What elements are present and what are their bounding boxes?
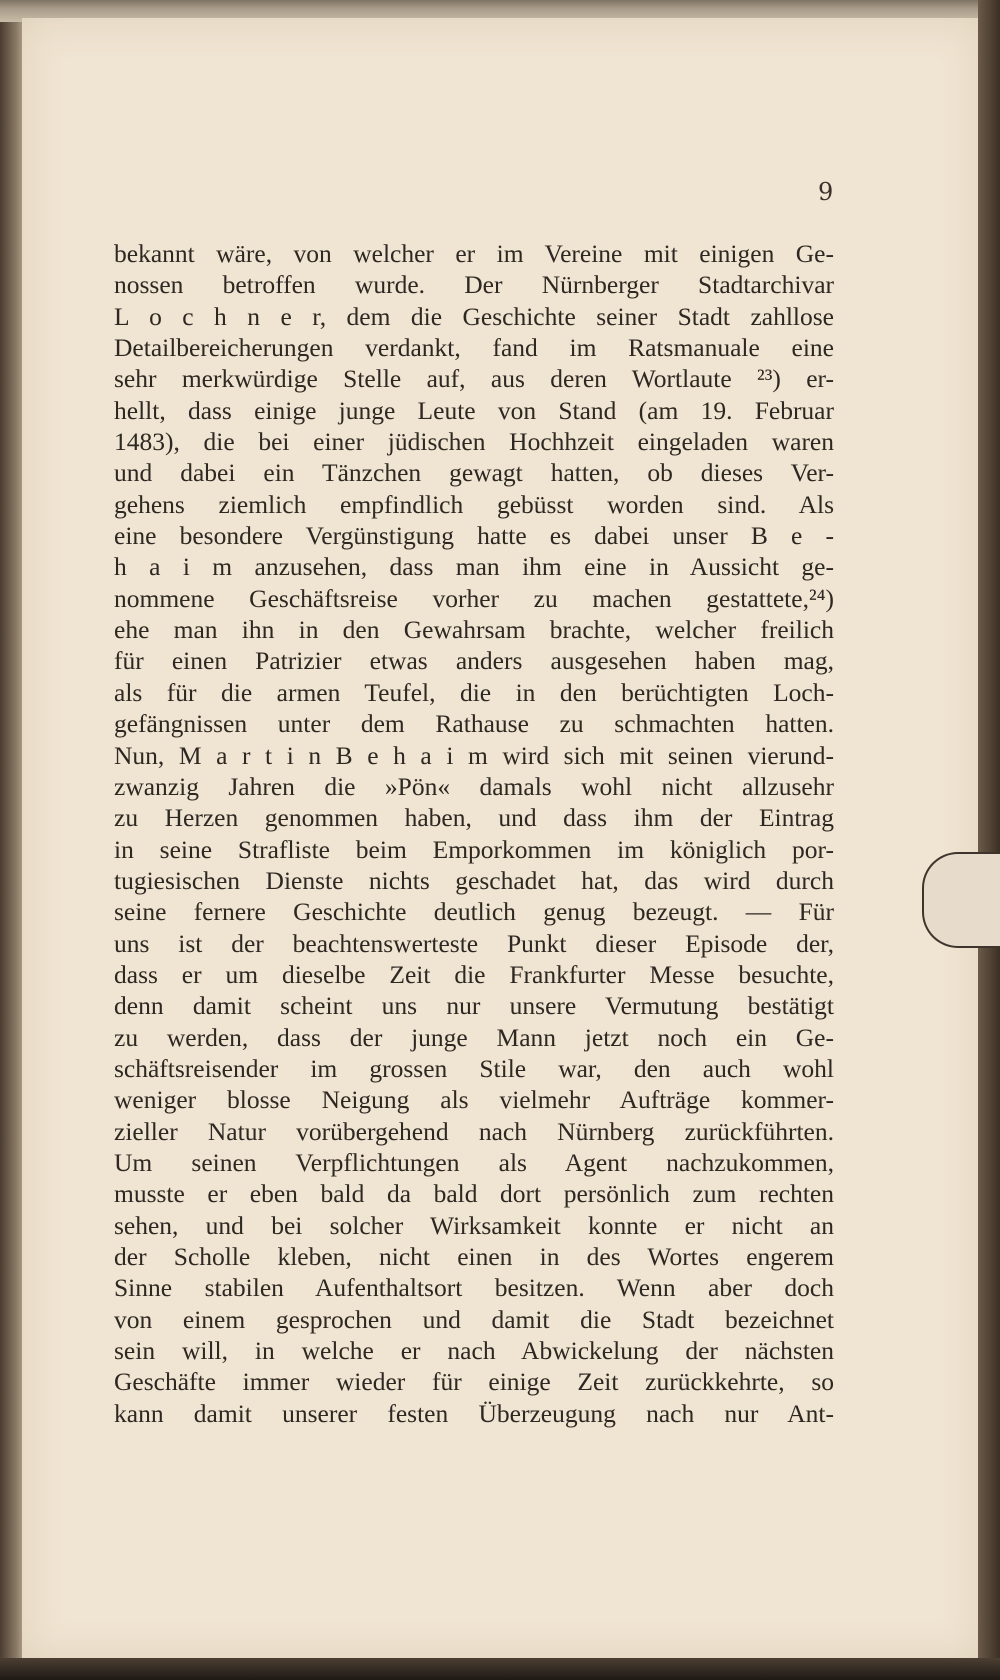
text-line: zieller Natur vorübergehend nach Nürnberg zurückführten. — [114, 1116, 834, 1146]
page-number: 9 — [818, 178, 834, 206]
text-line: L o c h n e r, dem die Geschichte seiner Stadt zahllose — [114, 301, 834, 331]
text-line: zu werden, dass der junge Mann jetzt noch ein Ge- — [114, 1022, 834, 1052]
text-line: von einem gesprochen und damit die Stadt bezeichnet — [114, 1304, 834, 1334]
text-line: zu Herzen genommen haben, und dass ihm der Eintrag — [114, 803, 834, 833]
text-line: Sinne stabilen Aufenthaltsort besitzen. Wenn aber doch — [114, 1273, 834, 1303]
text-line: kann damit unserer festen Überzeugung nach nur Ant- — [114, 1398, 834, 1428]
text-line: sehen, und bei solcher Wirksamkeit konnte er nicht an — [114, 1210, 834, 1240]
text-line: nossen betroffen wurde. Der Nürnberger Stadtarchivar — [114, 270, 834, 300]
text-line: gefängnissen unter dem Rathause zu schmachten hatten. — [114, 709, 834, 739]
text-line: dass er um dieselbe Zeit die Frankfurter Messe besuchte, — [114, 959, 834, 989]
text-line: eine besondere Vergünstigung hatte es dabei unser B e - — [114, 521, 834, 551]
text-line: tugiesischen Dienste nichts geschadet hat, das wird durch — [114, 865, 834, 895]
text-line: denn damit scheint uns nur unsere Vermutung bestätigt — [114, 991, 834, 1021]
text-line: 1483), die bei einer jüdischen Hochhzeit eingeladen waren — [114, 427, 834, 457]
text-line: hellt, dass einige junge Leute von Stand (am 19. Februar — [114, 395, 834, 425]
text-line: h a i m anzusehen, dass man ihm eine in Aussicht ge- — [114, 552, 834, 582]
text-line: uns ist der beachtenswerteste Punkt dieser Episode der, — [114, 928, 834, 958]
body-text — [114, 238, 834, 1429]
text-line: ehe man ihn in den Gewahrsam brachte, welcher freilich — [114, 615, 834, 645]
text-line: Geschäfte immer wieder für einige Zeit zurückkehrte, so — [114, 1367, 834, 1397]
text-line: nommene Geschäftsreise vorher zu machen gestattete,²⁴) — [114, 583, 834, 613]
text-line: sein will, in welche er nach Abwickelung der nächsten — [114, 1336, 834, 1366]
book-right-edge — [978, 0, 1000, 1680]
book-bottom-edge — [0, 1658, 1000, 1680]
text-line: Nun, M a r t i n B e h a i m wird sich mit seinen vierund- — [114, 740, 834, 770]
text-line: seine fernere Geschichte deutlich genug bezeugt. — Für — [114, 897, 834, 927]
text-line: sehr merkwürdige Stelle auf, aus deren Wortlaute ²³) er- — [114, 364, 834, 394]
text-line: musste er eben bald da bald dort persönlich zum rechten — [114, 1179, 834, 1209]
text-line: zwanzig Jahren die »Pön« damals wohl nicht allzusehr — [114, 771, 834, 801]
text-line: bekannt wäre, von welcher er im Vereine mit einigen Ge- — [114, 239, 834, 268]
text-line: der Scholle kleben, nicht einen in des Wortes engerem — [114, 1242, 834, 1271]
page-tab-marker — [922, 852, 1000, 948]
text-line: für einen Patrizier etwas anders ausgesehen haben mag, — [114, 646, 834, 676]
text-line: in seine Strafliste beim Emporkommen im königlich por- — [114, 834, 834, 864]
text-line: gehens ziemlich empfindlich gebüsst worden sind. Als — [114, 489, 834, 519]
text-line: und dabei ein Tänzchen gewagt hatten, ob dieses Ver- — [114, 458, 834, 488]
text-line: Detailbereicherungen verdankt, fand im Ratsmanuale eine — [114, 333, 834, 363]
text-line: weniger blosse Neigung als vielmehr Aufträge kommer- — [114, 1085, 834, 1115]
text-line: als für die armen Teufel, die in den berüchtigten Loch- — [114, 677, 834, 707]
text-line: schäftsreisender im grossen Stile war, den auch wohl — [114, 1053, 834, 1083]
text-line: Um seinen Verpflichtungen als Agent nachzukommen, — [114, 1147, 834, 1177]
